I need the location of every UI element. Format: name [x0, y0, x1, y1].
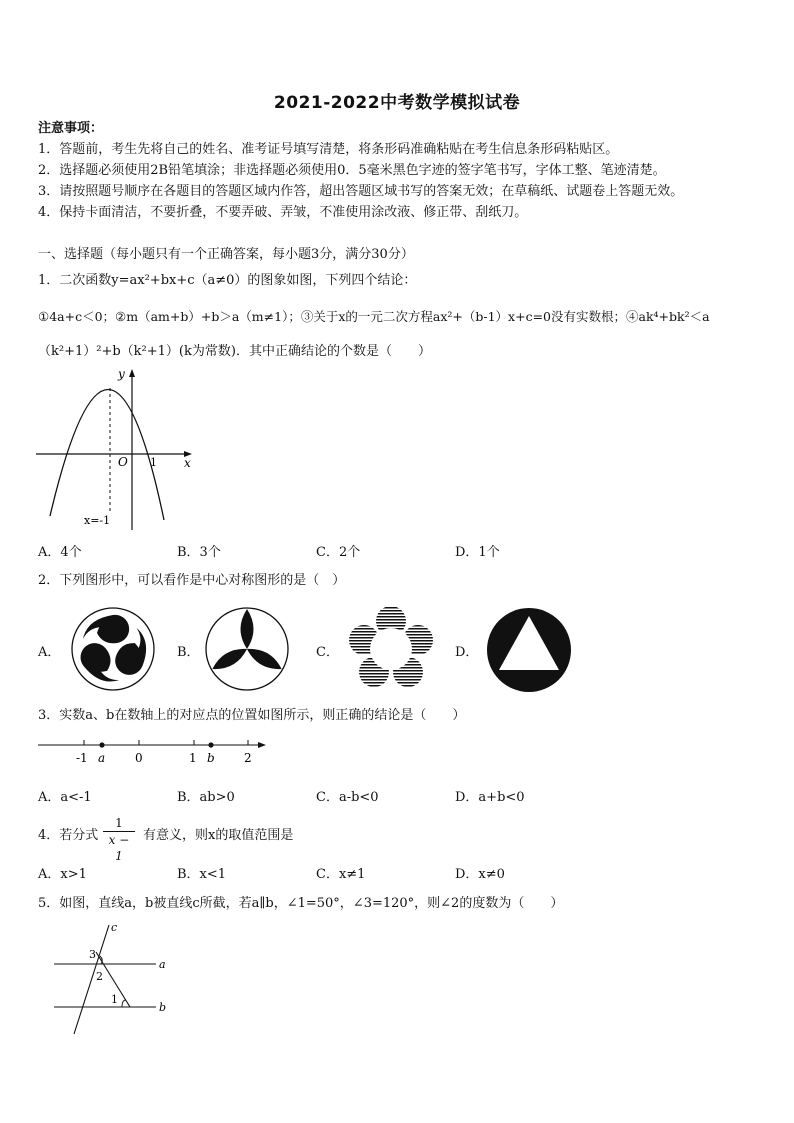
q1-parabola-graph: [36, 366, 196, 530]
q1-option-c[interactable]: C．2个: [316, 545, 361, 560]
q3-tick-neg1: -1: [76, 751, 88, 765]
q2-figure-d-triangle-in-circle-icon: [485, 606, 573, 694]
notice-item-4: 4．保持卡面清洁，不要折叠，不要弄破、弄皱，不准使用涂改液、修正带、刮纸刀。: [38, 205, 528, 220]
q3-point-a: a: [98, 751, 106, 765]
q4-stem-post: 有意义，则x的取值范围是: [143, 828, 294, 843]
q3-option-d[interactable]: D．a+b<0: [455, 790, 525, 805]
q2-figure-a-tomoe-icon: [70, 606, 156, 692]
q4-option-a[interactable]: A．x>1: [38, 867, 87, 882]
q3-tick-1: 1: [189, 751, 197, 765]
q1-x-label: x: [184, 456, 191, 470]
q1-y-label: y: [118, 367, 125, 381]
q1-one-label: 1: [150, 456, 157, 469]
q5-angle-2: 2: [96, 970, 103, 983]
q3-number-line: [38, 736, 270, 768]
q1-option-a[interactable]: A．4个: [38, 545, 82, 560]
q5-parallel-lines-figure: [54, 920, 172, 1036]
q2-figure-b-three-petal-icon: [204, 606, 290, 692]
q4-option-d[interactable]: D．x≠0: [455, 867, 505, 882]
page-title: 2021-2022中考数学模拟试卷: [273, 93, 521, 113]
notice-item-2: 2．选择题必须使用2B铅笔填涂；非选择题必须使用0．5毫米黑色字迹的签字笔书写，字体工整、笔迹清楚。: [38, 163, 666, 178]
q3-tick-0: 0: [135, 751, 143, 765]
section-heading: 一、选择题（每小题只有一个正确答案，每小题3分，满分30分）: [38, 247, 414, 262]
q3-option-b[interactable]: B．ab>0: [177, 790, 235, 805]
q5-line-a-label: a: [159, 958, 166, 971]
q1-conclusions: ①4a+c＜0；②m（am+b）+b＞a（m≠1）；③关于x的一元二次方程ax²+（b-1）x+c=0没有实数根；④ak⁴+bk²＜a: [38, 309, 710, 324]
q4-option-b[interactable]: B．x<1: [177, 867, 227, 882]
q5-line-c-label: c: [111, 921, 118, 934]
q2-figure-c-striped-flower-icon: [345, 604, 437, 694]
q5-angle-3: 3: [89, 948, 96, 961]
q3-stem: 3．实数a、b在数轴上的对应点的位置如图所示，则正确的结论是（ ）: [38, 708, 466, 723]
q4-fraction-denominator: x − 1: [103, 831, 135, 864]
q3-option-a[interactable]: A．a<-1: [38, 790, 92, 805]
notice-heading: 注意事项：: [38, 121, 104, 136]
q1-origin-label: O: [118, 455, 128, 469]
q2-label-d[interactable]: D．: [455, 645, 479, 660]
notice-item-3: 3．请按照题号顺序在各题目的答题区域内作答，超出答题区域书写的答案无效；在草稿纸、试题卷上答题无效。: [38, 184, 684, 199]
q1-question: （k²+1）²+b（k²+1）(k为常数)．其中正确结论的个数是（ ）: [38, 344, 431, 359]
q4-option-c[interactable]: C．x≠1: [316, 867, 366, 882]
q4-fraction-numerator: 1: [115, 816, 123, 830]
q1-axis-note: x=-1: [84, 514, 111, 527]
q3-option-c[interactable]: C．a-b<0: [316, 790, 379, 805]
notice-item-1: 1．答题前，考生先将自己的姓名、准考证号填写清楚，将条形码准确粘贴在考生信息条形码粘贴区。: [38, 142, 619, 157]
q4-fraction: [103, 815, 135, 864]
q3-point-b: b: [207, 751, 215, 765]
q2-stem: 2．下列图形中，可以看作是中心对称图形的是（ ）: [38, 573, 346, 588]
q4-stem-pre: 4．若分式: [38, 828, 99, 843]
q1-option-d[interactable]: D．1个: [455, 545, 500, 560]
q2-label-c[interactable]: C．: [316, 645, 339, 660]
q1-option-b[interactable]: B．3个: [177, 545, 221, 560]
q5-angle-1: 1: [111, 993, 118, 1006]
q2-label-b[interactable]: B．: [177, 645, 200, 660]
q5-line-b-label: b: [159, 1001, 167, 1014]
q5-stem: 5．如图，直线a，b被直线c所截，若a∥b，∠1=50°，∠3=120°，则∠2的度数为（ ）: [38, 896, 564, 911]
q1-stem: 1．二次函数y=ax²+bx+c（a≠0）的图象如图，下列四个结论：: [38, 273, 417, 288]
q2-label-a[interactable]: A．: [38, 645, 61, 660]
q3-tick-2: 2: [244, 751, 252, 765]
